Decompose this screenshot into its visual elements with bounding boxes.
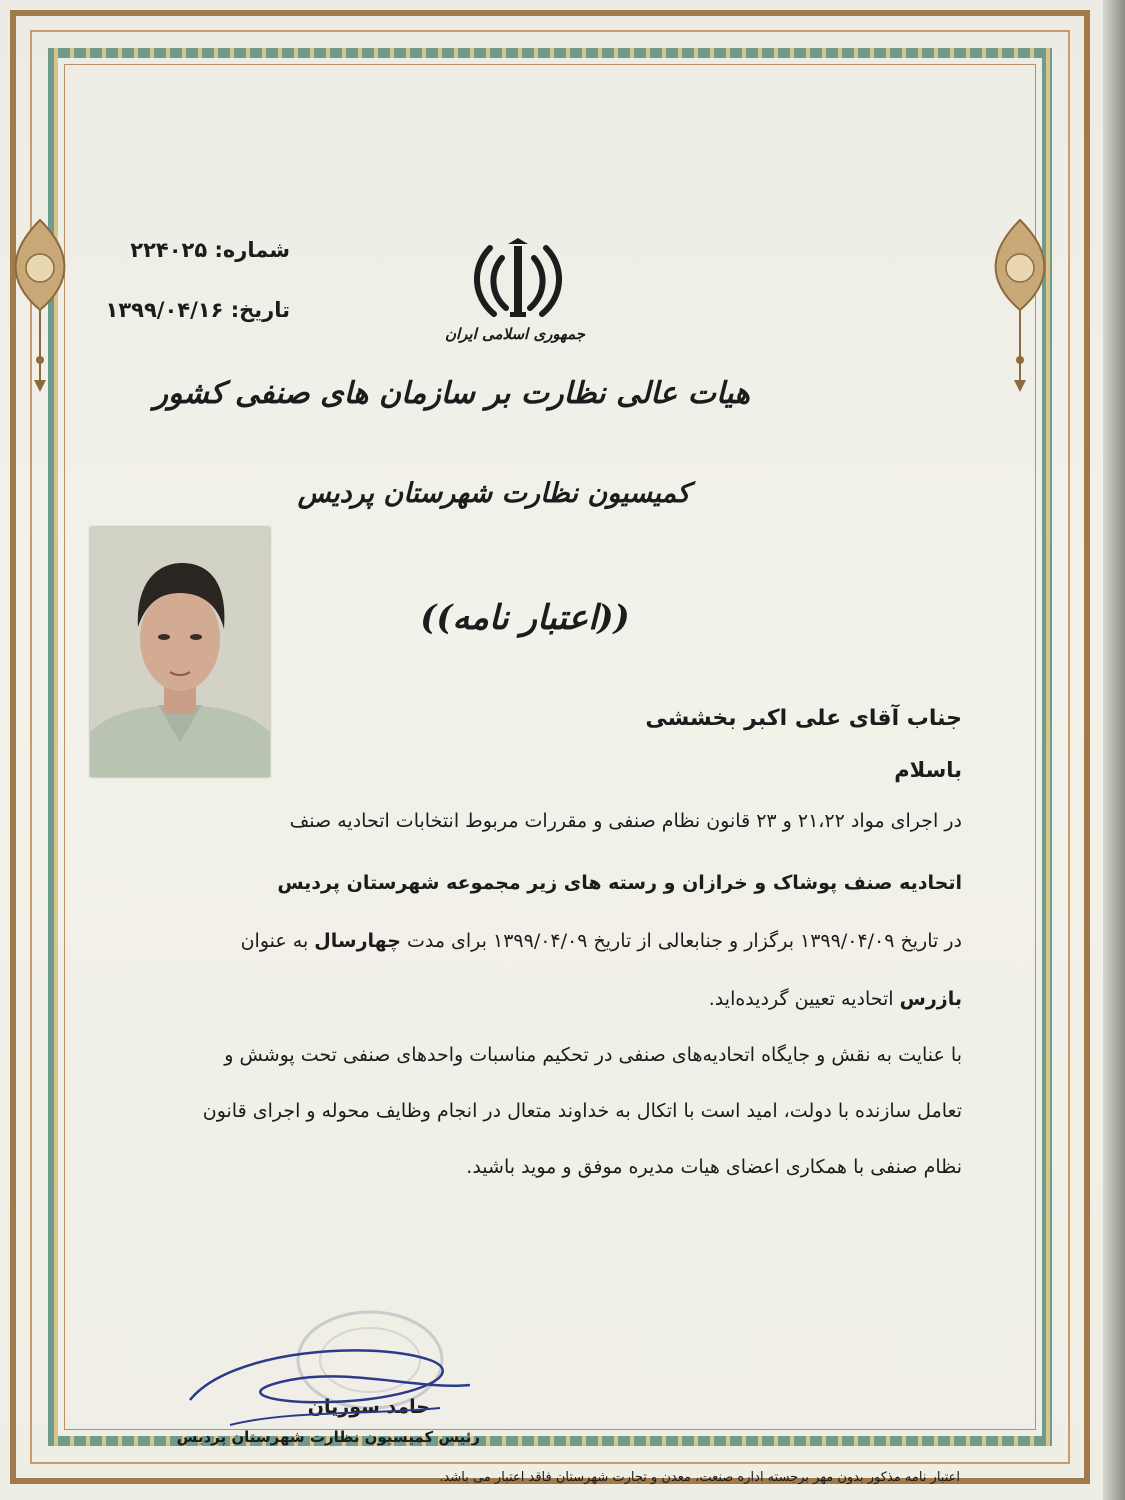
footer-validity-note: اعتبار نامه مذکور بدون مهر برجسته اداره صنعت، معدن و تجارت شهرستان فاقد اعتبار می باشد. (439, 1470, 960, 1485)
signer-name: حامد سوریان (307, 1396, 430, 1418)
term-duration: چهارسال (314, 930, 401, 952)
left-medallion-ornament (0, 210, 80, 410)
letter-date: تاریخ: ۱۳۹۹/۰۴/۱۶ (105, 298, 290, 322)
body-line (100, 988, 962, 1010)
signer-title: رئیس کمیسیون نظارت شهرستان پردیس (176, 1428, 480, 1446)
commission-title: کمیسیون نظارت شهرستان پردیس (297, 478, 690, 509)
body-line (100, 930, 962, 952)
letter-number: شماره: ۲۲۴۰۲۵ (130, 238, 290, 262)
greeting: باسلام (894, 758, 962, 782)
addressee: جناب آقای علی اکبر بخششی (645, 706, 962, 731)
body-text: اتحادیه تعیین گردیده‌اید. (708, 988, 894, 1010)
wall-edge (1103, 0, 1125, 1500)
country-name: جمهوری اسلامی ایران (444, 325, 586, 343)
board-title: هیات عالی نظارت بر سازمان های صنفی کشور (153, 376, 750, 411)
body-line: با عنایت به نقش و جایگاه اتحادیه‌های صنفی در تحکیم مناسبات واحدهای صنفی تحت پوشش و (224, 1044, 962, 1066)
body-line: در اجرای مواد ۲۱،۲۲ و ۲۳ قانون نظام صنفی و مقررات مربوط انتخابات اتحادیه صنف (289, 810, 962, 832)
document-title: ((اعتبار نامه)) (420, 598, 630, 638)
body-line: نظام صنفی با همکاری اعضای هیات مدیره موفق و موید باشید. (466, 1156, 962, 1178)
national-emblem-icon (468, 236, 568, 326)
right-medallion-ornament (980, 210, 1060, 410)
union-name: اتحادیه صنف پوشاک و خرازان و رسته های زیر مجموعه شهرستان پردیس (277, 872, 962, 894)
recipient-portrait-photo (90, 527, 270, 777)
body-text: در تاریخ ۱۳۹۹/۰۴/۰۹ برگزار و جنابعالی از تاریخ ۱۳۹۹/۰۴/۰۹ برای مدت (406, 930, 962, 952)
body-line (100, 872, 962, 894)
handwritten-signature (170, 1330, 500, 1440)
body-line: تعامل سازنده با دولت، امید است با اتکال به خداوند متعال در انجام وظایف محوله و اجرای قانون (202, 1100, 962, 1122)
body-text: به عنوان (240, 930, 309, 952)
appointed-role: بازرس (899, 988, 962, 1010)
